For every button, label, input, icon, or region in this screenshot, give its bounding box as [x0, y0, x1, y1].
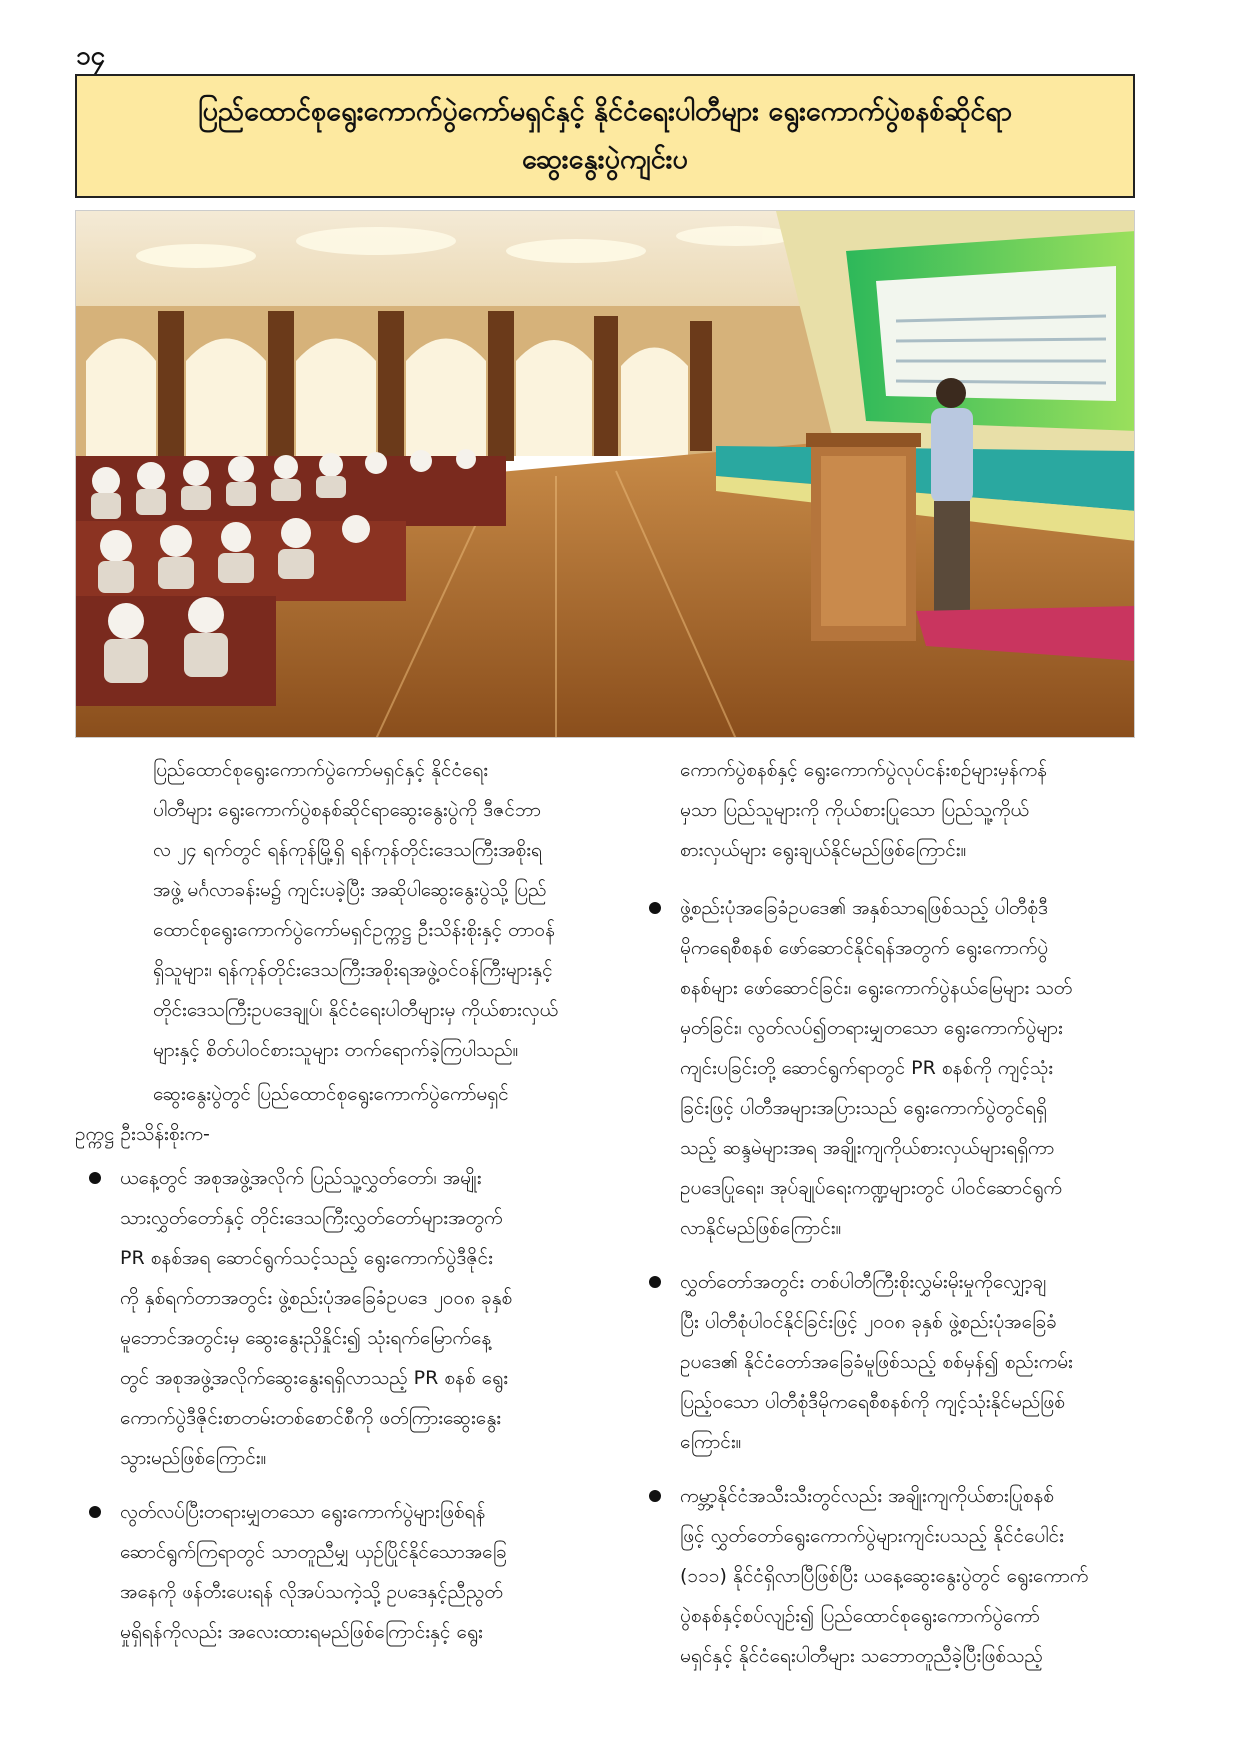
- text-line: များနှင့် စိတ်ပါဝင်စားသူများ တက်ရောက်ခဲ့ကြပါသည်။: [153, 1039, 519, 1061]
- left-column: [75, 750, 608, 1666]
- bullet-item: [635, 888, 1175, 1248]
- text-line: သွားမည်ဖြစ်ကြောင်း။: [120, 1447, 267, 1469]
- text-line: ကြောင်း။: [680, 1431, 742, 1453]
- bullet-icon: [89, 1506, 101, 1518]
- text-line: ကို နှစ်ရက်တာအတွင်း ဖွဲ့စည်းပုံအခြေခံဥပဒေ ၂၀၀၈ ခုနှစ်: [120, 1287, 513, 1309]
- text-line: မှတ်ခြင်း၊ လွတ်လပ်၍တရားမျှတသော ရွေးကောက်ပွဲများ: [680, 1017, 1063, 1039]
- text-line: မူဘောင်အတွင်းမှ ဆွေးနွေးညှိနှိုင်း၍ သုံးရက်မြောက်နေ့: [120, 1327, 492, 1349]
- text-line: လ ၂၄ ရက်တွင် ရန်ကုန်မြို့ရှိ ရန်ကုန်တိုင်းဒေသကြီးအစိုးရ: [153, 839, 542, 861]
- bullet-item: [635, 1262, 1175, 1462]
- text-line: ပွဲစနစ်နှင့်စပ်လျဉ်း၍ ပြည်ထောင်စုရွေးကောက်ပွဲကော်: [680, 1605, 1040, 1627]
- text-line: ခြင်းဖြင့် ပါတီအများအပြားသည် ရွေးကောက်ပွဲတွင်ရရှိ: [680, 1097, 1047, 1119]
- text-line: ပြည်ထောင်စုရွေးကောက်ပွဲကော်မရှင်နှင့် နိုင်ငံရေး: [153, 759, 489, 781]
- text-line: ဆွေးနွေးပွဲတွင် ပြည်ထောင်စုရွေးကောက်ပွဲကော်မရှင်: [153, 1083, 509, 1105]
- text-line: လာနိုင်မည်ဖြစ်ကြောင်း။: [680, 1217, 842, 1239]
- text-line: စနစ်များ ဖော်ဆောင်ခြင်း၊ ရွေးကောက်ပွဲနယ်မြေများ သတ်: [680, 977, 1073, 999]
- text-line: တွင် အစုအဖွဲ့အလိုက်ဆွေးနွေးရရှိလာသည့် PR စနစ် ရွေး: [120, 1367, 509, 1389]
- text-line: PR စနစ်အရ ဆောင်ရွက်သင့်သည့် ရွေးကောက်ပွဲဒီဇိုင်း: [120, 1247, 493, 1269]
- text-line: လွှတ်တော်အတွင်း တစ်ပါတီကြီးစိုးလွှမ်းမိုးမှုကိုလျှော့ချ: [680, 1271, 1047, 1293]
- text-line: တိုင်းဒေသကြီးဥပဒေချုပ်၊ နိုင်ငံရေးပါတီများမှ ကိုယ်စားလှယ်: [153, 999, 559, 1021]
- text-line: ဆောင်ရွက်ကြရာတွင် သာတူညီမျှ ယှဉ်ပြိုင်နိုင်သောအခြေ: [120, 1541, 507, 1563]
- headline-line-2: ဆွေးနွေးပွဲကျင်းပ: [522, 144, 688, 175]
- text-line: ပြည့်ဝသော ပါတီစုံဒီမိုကရေစီစနစ်ကို ကျင့်သုံးနိုင်မည်ဖြစ်: [680, 1391, 1065, 1413]
- text-line: မိုကရေစီစနစ် ဖော်ဆောင်နိုင်ရန်အတွက် ရွေးကောက်ပွဲ: [680, 937, 1049, 959]
- text-line: သည့် ဆန္ဒမဲများအရ အချိုးကျကိုယ်စားလှယ်များရရှိကာ: [680, 1137, 1055, 1159]
- text-line: ဥက္ကဋ္ဌ ဦးသိန်းစိုးက-: [75, 1123, 210, 1145]
- bullet-item: [75, 1158, 608, 1478]
- text-line: ကမ္ဘာ့နိုင်ငံအသီးသီးတွင်လည်း အချိုးကျကိုယ်စားပြုစနစ်: [680, 1485, 1054, 1507]
- right-column: [635, 750, 1175, 1690]
- page-number: ၁၄: [76, 41, 106, 71]
- text-line: ဥပဒေ၏ နိုင်ငံတော်အခြေခံမူဖြစ်သည့် စစ်မှန်၍ စည်းကမ်း: [680, 1351, 1073, 1373]
- bullet-icon: [649, 1276, 661, 1288]
- text-line: မှသာ ပြည်သူများကို ကိုယ်စားပြုသော ပြည်သူ့ကိုယ်: [680, 799, 1029, 821]
- bullet-icon: [89, 1172, 101, 1184]
- text-line: ဖွဲ့စည်းပုံအခြေခံဥပဒေ၏ အနှစ်သာရဖြစ်သည့် ပါတီစုံဒီ: [680, 897, 1048, 919]
- meeting-hall-photo: [75, 210, 1135, 738]
- headline-box: [75, 74, 1135, 198]
- text-line: မရှင်နှင့် နိုင်ငံရေးပါတီများ သဘောတူညီခဲ့ပြီးဖြစ်သည့်: [680, 1645, 1043, 1667]
- text-line: (၁၁၁) နိုင်ငံရှိလာပြီဖြစ်ပြီး ယနေ့ဆွေးနွေးပွဲတွင် ရွေးကောက်: [680, 1565, 1089, 1587]
- text-line: ကျင်းပခြင်းတို့ ဆောင်ရွက်ရာတွင် PR စနစ်ကို ကျင့်သုံး: [680, 1057, 1054, 1079]
- headline-line-1: ပြည်ထောင်စုရွေးကောက်ပွဲကော်မရှင်နှင့် နိုင်ငံရေးပါတီများ ရွေးကောက်ပွဲစနစ်ဆိုင်ရာ: [198, 96, 1012, 127]
- text-line: ထောင်စုရွေးကောက်ပွဲကော်မရှင်ဥက္ကဋ္ဌ ဦးသိန်းစိုးနှင့် တာဝန်: [153, 919, 555, 941]
- text-line: မှုရှိရန်ကိုလည်း အလေးထားရမည်ဖြစ်ကြောင်းနှင့် ရွေး: [120, 1621, 483, 1643]
- text-line: ဖြင့် လွှတ်တော်ရွေးကောက်ပွဲများကျင်းပသည့် နိုင်ငံပေါင်း: [680, 1525, 1064, 1547]
- text-line: ရှိသူများ၊ ရန်ကုန်တိုင်းဒေသကြီးအစိုးရအဖွဲ့ဝင်ဝန်ကြီးများနှင့်: [153, 959, 553, 981]
- text-line: ပါတီများ ရွေးကောက်ပွဲစနစ်ဆိုင်ရာဆွေးနွေးပွဲကို ဒီဇင်ဘာ: [153, 799, 541, 821]
- bullet-icon: [649, 1490, 661, 1502]
- text-line: ပြီး ပါတီစုံပါဝင်နိုင်ခြင်းဖြင့် ၂၀၀၈ ခုနှစ် ဖွဲ့စည်းပုံအခြေခံ: [680, 1311, 1057, 1333]
- text-line: အဖွဲ့ မင်္ဂလာခန်းမ၌ ကျင်းပခဲ့ပြီး အဆိုပါဆွေးနွေးပွဲသို့ ပြည်: [153, 879, 547, 901]
- bullet-item: [75, 1492, 608, 1652]
- text-line: သားလွှတ်တော်နှင့် တိုင်းဒေသကြီးလွှတ်တော်များအတွက်: [120, 1207, 503, 1229]
- chairman-intro-paragraph: [75, 1074, 608, 1154]
- continued-bullet-text: [635, 750, 1175, 870]
- text-line: ကောက်ပွဲစနစ်နှင့် ရွေးကောက်ပွဲလုပ်ငန်းစဉ်များမှန်ကန်: [680, 759, 1048, 781]
- text-line: စားလှယ်များ ရွေးချယ်နိုင်မည်ဖြစ်ကြောင်း။: [680, 839, 967, 861]
- text-line: ဥပဒေပြုရေး၊ အုပ်ချုပ်ရေးကဏ္ဍများတွင် ပါဝင်ဆောင်ရွက်: [680, 1177, 1063, 1199]
- text-line: လွတ်လပ်ပြီးတရားမျှတသော ရွေးကောက်ပွဲများဖြစ်ရန်: [120, 1501, 486, 1523]
- text-line: အနေကို ဖန်တီးပေးရန် လိုအပ်သကဲ့သို့ ဥပဒေနှင့်ညီညွတ်: [120, 1581, 503, 1603]
- bullet-item: [635, 1476, 1175, 1676]
- text-line: ယနေ့တွင် အစုအဖွဲ့အလိုက် ပြည်သူ့လွှတ်တော်၊ အမျိုး: [120, 1167, 482, 1189]
- text-line: ကောက်ပွဲဒီဇိုင်းစာတမ်းတစ်စောင်စီကို ဖတ်ကြားဆွေးနွေး: [120, 1407, 502, 1429]
- intro-paragraph: [75, 750, 608, 1070]
- bullet-icon: [649, 902, 661, 914]
